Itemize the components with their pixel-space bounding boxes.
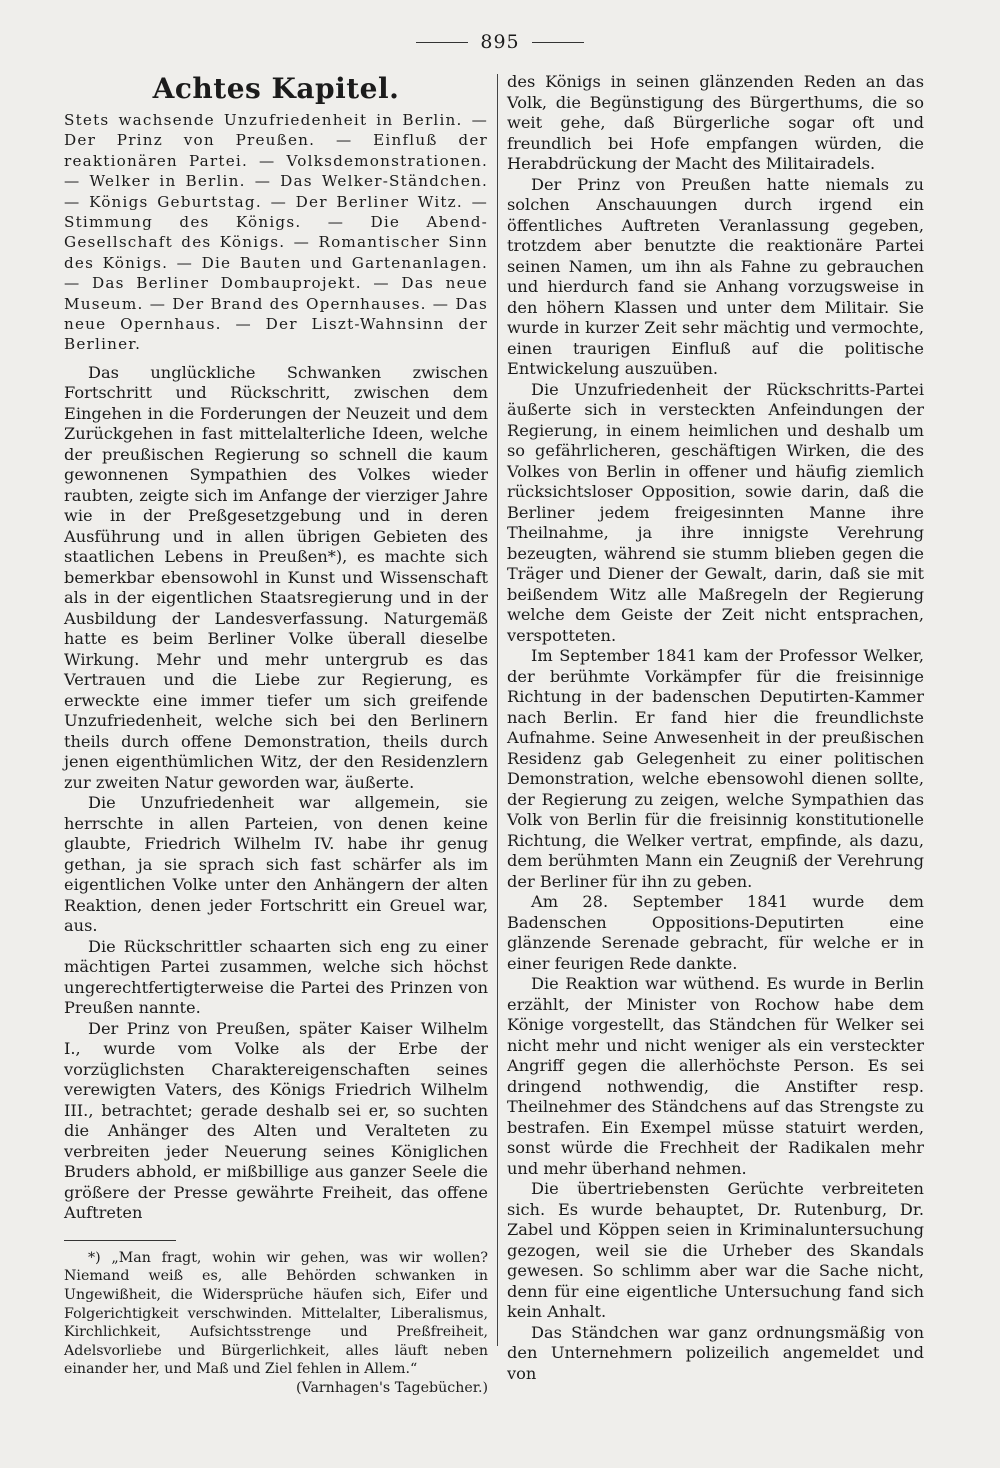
page-header <box>0 30 1000 54</box>
header-rule-left <box>416 42 468 43</box>
chapter-title: Achtes Kapitel. <box>152 72 400 105</box>
column-divider <box>497 74 498 1346</box>
paragraph: Das unglückliche Schwanken zwischen Fortschritt und Rückschritt, zwischen dem Eingehen in die Forderungen der Neuzeit und dem Zurückgehen in fast mittelalterliche Ideen, welche der preußischen Regierung so schnell die kaum gewonnenen Sympathien des Volkes wieder raubten, zeigte sich im Anfange der vierziger Jahre wie in der Preßgesetzgebung und in deren Ausführung und in allen übrigen Gebieten des staatlichen Lebens in Preußen*), es machte sich bemerkbar ebensowohl in Kunst und Wissenschaft als in der eigentlichen Staatsregierung und in der Ausbildung der Landesverfassung. Naturgemäß hatte es beim Berliner Volke überall dieselbe Wirkung. Mehr und mehr untergrub es das Vertrauen und die Liebe zur Regierung, es erweckte eine immer tiefer um sich greifende Unzufriedenheit, welche sich bei den Berlinern theils durch offene Demonstration, theils durch jenen eigenthümlichen Witz, der den Residenzlern zur zweiten Natur geworden war, äußerte. <box>64 362 488 792</box>
paragraph: Der Prinz von Preußen hatte niemals zu solchen Anschauungen durch irgend ein öffentliches Auftreten Veranlassung gegeben, trotzdem aber benutzte die reaktionäre Partei seinen Namen, um ihn als Fahne zu gebrauchen und hierdurch fand sie Anhang vorzugsweise in den höhern Klassen und unter dem Militair. Sie wurde in kurzer Zeit sehr mächtig und vermochte, einen traurigen Einfluß auf die politische Entwickelung auszuüben. <box>507 174 924 378</box>
paragraph: Im September 1841 kam der Professor Welker, der berühmte Vorkämpfer für die freisinnige Richtung in der badenschen Deputirten-Kammer nach Berlin. Er fand hier die freundlichste Aufnahme. Seine Anwesenheit in der preußischen Residenz gab Gelegenheit zu einer politischen Demonstration, welche ebensowohl dienen sollte, der Regierung zu zeigen, welche Sympathien das Volk von Berlin für die freisinnig konstitutionelle Richtung, die Welker vertrat, empfinde, als dazu, dem berühmten Mann ein Zeugniß der Verehrung der Berliner für ihn zu geben. <box>507 646 924 891</box>
page-number: 895 <box>480 31 520 53</box>
paragraph: Die Rückschrittler schaarten sich eng zu einer mächtigen Partei zusammen, welche sich höchst ungerechtfertigterweise die Partei des Prinzen von Preußen nannte. <box>64 936 488 1018</box>
footnote <box>64 1249 488 1397</box>
right-column <box>507 72 924 1384</box>
paragraph: Der Prinz von Preußen, später Kaiser Wilhelm I., wurde vom Volke als der Erbe der vorzüglichsten Charaktereigenschaften seines verewigten Vaters, des Königs Friedrich Wilhelm III., betrachtet; gerade deshalb sei er, so suchten die Anhänger des Alten und Veralteten zu verbreiten jeder Neuerung seines Königlichen Bruders abhold, er mißbillige aus ganzer Seele die größere der Presse gewährte Freiheit, das offene Auftreten <box>64 1018 488 1223</box>
paragraph: Die Unzufriedenheit der Rückschritts-Partei äußerte sich in versteckten Anfeindungen der Regierung, in einem heimlichen und deshalb um so gefährlicheren, geschäftigen Wirken, die des Volkes von Berlin in offener und häufig ziemlich rücksichtsloser Opposition, sowie darin, daß die Berliner jedem freigesinnten Manne ihre Theilnahme, ja ihre innigste Verehrung bezeugten, während sie stumm blieben gegen die Träger und Diener der Gewalt, darin, daß sie mit beißendem Witz alle Maßregeln der Regierung welche dem Geiste der Zeit nicht entsprachen, verspotteten. <box>507 379 924 645</box>
paragraph: Das Ständchen war ganz ordnungsmäßig von den Unternehmern polizeilich angemeldet und von <box>507 1322 924 1383</box>
paragraph: Am 28. September 1841 wurde dem Badenschen Oppositions-Deputirten eine glänzende Serenade gebracht, für welche er in einer feurigen Rede dankte. <box>507 892 924 973</box>
paragraph: Die übertriebensten Gerüchte verbreiteten sich. Es wurde behauptet, Dr. Rutenburg, Dr. Zabel und Köppen seien in Kriminaluntersuchung gezogen, weil sie die Urheber des Skandals gewesen. So schlimm aber war die Sache nicht, denn für eine eigentliche Untersuchung fand sich kein Anhalt. <box>507 1179 924 1321</box>
footnote-rule <box>64 1240 176 1241</box>
header-rule-right <box>532 42 584 43</box>
footnote-text: *) „Man fragt, wohin wir gehen, was wir wollen? Niemand weiß es, alle Behörden schwanken in Ungewißheit, die Widersprüche häufen sich, Eifer und Folgerichtigkeit verschwinden. Mittelalter, Liberalismus, Kirchlichkeit, Aufsichtsstrenge und Preßfreiheit, Adelsvorliebe und Bürgerlichkeit, alles läuft neben einander her, und Maß und Ziel fehlen in Allem.“ <box>64 1249 488 1378</box>
chapter-summary: Stets wachsende Unzufriedenheit in Berlin. — Der Prinz von Preußen. — Einfluß der reaktionären Partei. — Volksdemonstrationen. — Welker in Berlin. — Das Welker-Ständchen. — Königs Geburtstag. — Der Berliner Witz. — Stimmung des Königs. — Die Abend-Gesellschaft des Königs. — Romantischer Sinn des Königs. — Die Bauten und Gartenanlagen. — Das Berliner Dombauprojekt. — Das neue Museum. — Der Brand des Opernhauses. — Das neue Opernhaus. — Der Liszt-Wahnsinn der Berliner. <box>64 111 488 354</box>
left-column <box>64 72 488 1398</box>
paragraph: Die Unzufriedenheit war allgemein, sie herrschte in allen Parteien, von denen keine glaubte, Friedrich Wilhelm IV. habe ihr genug gethan, ja sie sprach sich fast schärfer als im eigentlichen Volke unter den Anhängern der alten Reaktion, denen jeder Fortschritt ein Greuel war, aus. <box>64 793 488 936</box>
paragraph: Die Reaktion war wüthend. Es wurde in Berlin erzählt, der Minister von Rochow habe dem Könige vorgestellt, das Ständchen für Welker sei nicht mehr und nicht weniger als ein versteckter Angriff gegen die allerhöchste Person. Es sei dringend nothwendig, die Anstifter resp. Theilnehmer des Ständchens auf das Strengste zu bestrafen. Ein Exempel müsse statuirt werden, sonst würde die Frechheit der Radikalen mehr und mehr überhand nehmen. <box>507 974 924 1178</box>
paragraph: des Königs in seinen glänzenden Reden an das Volk, die Begünstigung des Bürgerthums, die so weit gehe, daß Bürgerliche sogar oft und freundlich bei Hofe empfangen würden, die Herabdrückung der Macht des Militairadels. <box>507 72 924 173</box>
footnote-source: (Varnhagen's Tagebücher.) <box>295 1380 488 1397</box>
